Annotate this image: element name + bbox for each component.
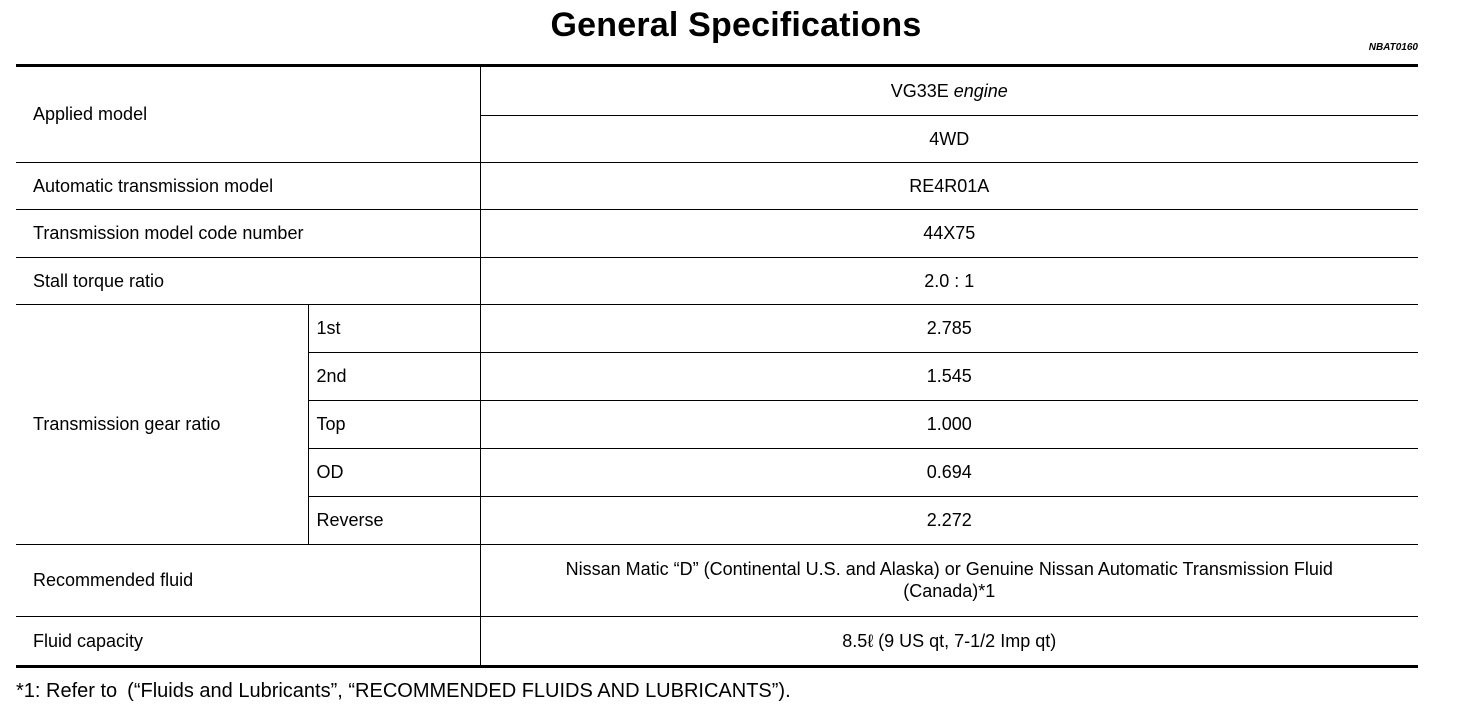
table-row xyxy=(16,304,1418,352)
gear-name: 1st xyxy=(308,304,480,352)
table-row xyxy=(16,616,1418,666)
footnote xyxy=(16,678,791,704)
at-model-label: Automatic transmission model xyxy=(16,162,480,209)
gear-name: OD xyxy=(308,448,480,496)
table-row xyxy=(16,544,1418,616)
applied-model-label: Applied model xyxy=(16,67,480,162)
drive-value: 4WD xyxy=(480,115,1418,162)
stall-value: 2.0 : 1 xyxy=(480,257,1418,304)
table-row xyxy=(16,162,1418,209)
fluid-line-1: Nissan Matic “D” (Continental U.S. and Alaska) or Genuine Nissan Automatic Transmission Fluid xyxy=(565,559,1333,579)
fluid-line-2: (Canada)*1 xyxy=(903,581,996,601)
gear-ratio-label: Transmission gear ratio xyxy=(16,304,308,544)
engine-prefix: VG33E xyxy=(890,80,949,101)
gear-name: 2nd xyxy=(308,352,480,400)
gear-value: 1.545 xyxy=(480,352,1418,400)
table-bottom-rule xyxy=(16,665,1418,668)
code-number-value: 44X75 xyxy=(480,209,1418,257)
at-model-value: RE4R01A xyxy=(480,162,1418,209)
code-number-label: Transmission model code number xyxy=(16,209,480,257)
gear-name: Reverse xyxy=(308,496,480,544)
document-code: NBAT0160 xyxy=(1368,42,1418,53)
table-row xyxy=(16,257,1418,304)
engine-suffix: engine xyxy=(953,80,1008,101)
footnote-prefix: *1: Refer to xyxy=(16,680,118,702)
footnote-text: (“Fluids and Lubricants”, “RECOMMENDED FLUIDS AND LUBRICANTS”). xyxy=(127,680,791,702)
table-row xyxy=(16,209,1418,257)
gear-value: 2.272 xyxy=(480,496,1418,544)
gear-name: Top xyxy=(308,400,480,448)
spec-table xyxy=(16,67,1418,666)
fluid-value xyxy=(480,544,1418,616)
capacity-value: 8.5ℓ (9 US qt, 7-1/2 Imp qt) xyxy=(480,616,1418,666)
gear-value: 0.694 xyxy=(480,448,1418,496)
stall-label: Stall torque ratio xyxy=(16,257,480,304)
table-row xyxy=(16,67,1418,115)
page-title: General Specifications xyxy=(550,6,922,44)
capacity-label: Fluid capacity xyxy=(33,631,144,652)
engine-value xyxy=(480,67,1418,115)
fluid-label: Recommended fluid xyxy=(16,544,480,616)
gear-value: 1.000 xyxy=(480,400,1418,448)
gear-value: 2.785 xyxy=(480,304,1418,352)
